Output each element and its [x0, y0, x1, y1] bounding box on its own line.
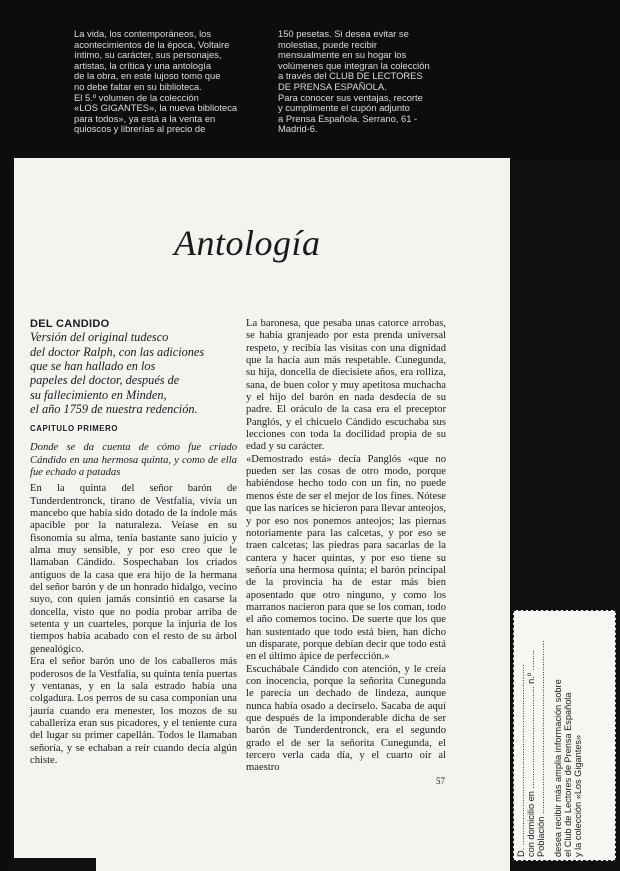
right-text-column	[246, 318, 446, 775]
banner-left-line: El 5.º volumen de la colección	[74, 91, 199, 103]
coupon-text	[516, 612, 583, 857]
banner-right-line: a través del CLUB DE LECTORES	[278, 70, 423, 82]
coupon-town-field[interactable]: Población ....................................................................	[536, 640, 547, 857]
coupon-note-line: desea recibir más amplia información sobre	[552, 679, 563, 857]
subtitle-line: papeles del doctor, después de	[30, 373, 180, 388]
banner-right-line: Madrid-6.	[278, 123, 318, 135]
banner-left-line: quioscos y librerías al precio de	[74, 123, 206, 135]
chapter-label: CAPITULO PRIMERO	[30, 424, 119, 434]
banner-left-line: de la obra, en este lujoso tomo que	[74, 70, 221, 82]
subtitle-line: Versión del original tudesco	[30, 330, 169, 345]
bottom-left-dark-corner	[8, 858, 96, 871]
section-subtitle	[30, 330, 237, 416]
coupon-name-field[interactable]: D. .......................................................................	[516, 664, 526, 857]
banner-left-line: acontecimientos de la época, Voltaire	[74, 38, 230, 50]
banner-right-line: y cumplimente el cupón adjunto	[278, 102, 410, 114]
coupon-address-field[interactable]: con domicilio en ........................................ n.º ........	[526, 649, 537, 857]
left-text-column	[30, 318, 237, 767]
banner-right-line: Para conocer sus ventajas, recorte	[278, 91, 423, 103]
top-banner	[0, 0, 620, 168]
banner-right-line: a Prensa Española. Serrano, 61 -	[278, 112, 418, 124]
banner-left-line: no debe faltar en su biblioteca.	[74, 80, 202, 92]
subtitle-line: del doctor Ralph, con las adiciones	[30, 344, 205, 359]
body-paragraph: En la quinta del señor barón de Tunderdentronck, tirano de Vestfalia, vivía un mancebo que había sido dotado de la índole más apacible por la naturaleza. Veíase en su fisonomía su alma, tenía bastante sano juicio y alma muy sensible, y por eso creo que le llamaban Cándido. Sospechaban los criados antiguos de la casa que era hijo de la hermana del señor barón y de un honrado hidalgo, vecino suyo, con quien jamás consintió en casarse la doncella, visto que no podía probar arriba de setenta y un cuarteles, porque la injuria de los tiempos había acabado con el resto de su árbol genealógico.	[30, 483, 237, 655]
banner-left-line: íntimo, su carácter, sus personajes,	[74, 49, 222, 61]
coupon-note-line: el Club de Lectores de Prensa Española	[562, 692, 573, 857]
subtitle-line: su fallecimiento en Minden,	[30, 387, 167, 402]
body-paragraph: Era el señor barón uno de los caballeros más poderosos de la Vestfalia, su quinta tenía puertas y ventanas, y en la sala estrado había una colgadura. Los perros de su casa componían una jauría cuando era menester, los mozos de su caballeriza eran sus picadores, y el teniente cura del lugar su primer capellán. Todos le llamaban señoría, y se echaban a reír cuando decía algún chiste.	[30, 656, 237, 766]
body-paragraph: «Demostrado está» decía Panglós «que no pueden ser las cosas de otro modo, porque habiéndose hecho todo con un fin, no puede menos éste de ser el mejor de los fines. Nótese que las narices se hicieron para llevar anteojos, y por eso nos ponemos anteojos; las piernas notoriamente para las calcetas, y por eso se traen calcetas; las piedras para sacarlas de la cantera y hacer quintas, y por eso tiene su señoría una hermosa quinta; el barón principal de la provincia ha de estar más bien aposentado que otro ninguno, y como los marranos nacieron para que se los coman, todo el año comemos tocino. De suerte que los que han sustentado que todo está bien, han dicho un disparate, porque debían decir que todo está en el último ápice de perfección.»	[246, 453, 446, 663]
page-title: Antología	[174, 223, 321, 263]
banner-right-line: DE PRENSA ESPAÑOLA.	[278, 80, 387, 92]
banner-left-column	[74, 29, 264, 135]
banner-right-line: molestias, puede recibir	[278, 38, 378, 50]
subtitle-line: que se han hallado en los	[30, 358, 156, 373]
body-paragraph: Escuchábale Cándido con atención, y le creía con inocencia, porque la señorita Cunegunda le parecía un dechado de lindeza, aunque nunca había osado a decírselo. Sacaba de aquí que después de la imponderable dicha de ser barón de Tunderdentronck, era el segundo grado el de ser la señorita Cunegunda, el tercero verla cada día, y el cuarto oír al maestro	[246, 663, 446, 774]
page-number: 57	[436, 776, 445, 786]
chapter-subtitle: Donde se da cuenta de cómo fue criado Cándido en una hermosa quinta, y como de ella fue echado a patadas	[30, 442, 237, 479]
body-paragraph: La baronesa, que pesaba unas catorce arrobas, se había granjeado por esta prenda universal respeto, y recibía las visitas con una dignidad que la hacía aun más respetable. Cunegunda, su hija, doncella de diecisiete años, era rolliza, sana, de buen color y muy apetitosa muchacha y el hijo del barón en nada desdecía de su padre. El oráculo de la casa era el preceptor Panglós, y el chicuelo Cándido escuchaba sus lecciones con toda la docilidad propia de su edad y su carácter.	[246, 318, 446, 453]
banner-right-line: volúmenes que integran la colección	[278, 59, 430, 71]
banner-right-line: mensualmente en su hogar los	[278, 49, 407, 61]
coupon-form[interactable]	[513, 610, 616, 861]
section-title: DEL CANDIDO	[30, 318, 110, 330]
banner-left-line: «LOS GIGANTES», la nueva biblioteca	[74, 102, 238, 114]
banner-right-column	[278, 29, 468, 135]
subtitle-line: el año 1759 de nuestra redención.	[30, 401, 198, 416]
banner-left-line: para todos», ya está a la venta en	[74, 112, 216, 124]
banner-left-line: La vida, los contemporáneos, los	[74, 28, 212, 39]
banner-right-line: 150 pesetas. Si desea evitar se	[278, 28, 409, 39]
coupon-note-line: y la colección «Los Gigantes»	[573, 734, 584, 857]
banner-left-line: artistas, la crítica y una antología	[74, 59, 212, 71]
coupon-note	[553, 612, 584, 857]
